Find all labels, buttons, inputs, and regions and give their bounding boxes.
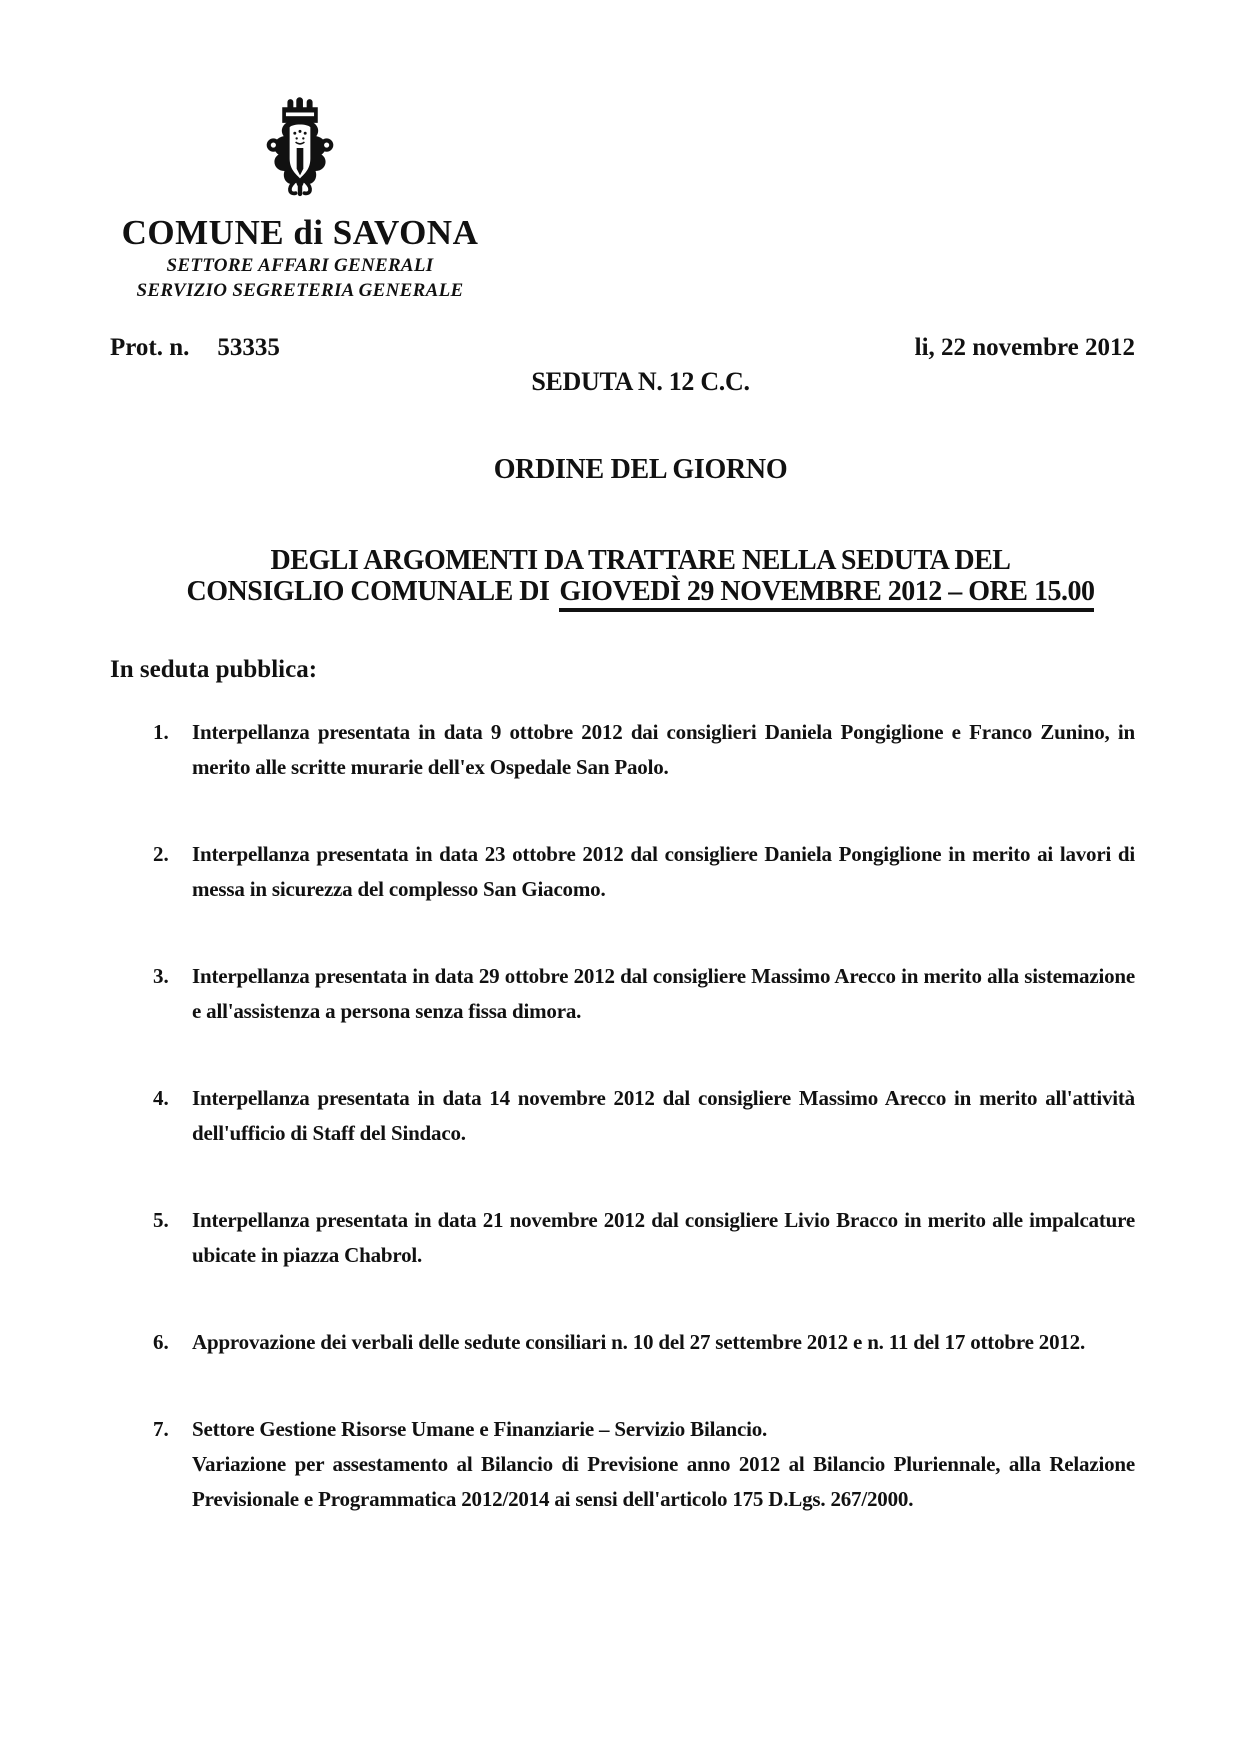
- agenda-item-4: [110, 1081, 1135, 1151]
- agenda-item-body: [192, 837, 1135, 907]
- agenda-item-1: [110, 715, 1135, 785]
- agenda-item-body: [192, 715, 1135, 785]
- agenda-item-body: [192, 1081, 1135, 1151]
- organization-service: SERVIZIO SEGRETERIA GENERALE: [136, 280, 464, 301]
- agenda-item-body: [192, 959, 1135, 1029]
- letterhead: [80, 96, 520, 303]
- agenda-item-5: [110, 1203, 1135, 1273]
- protocol-number-group: [110, 333, 280, 363]
- organization-sector: SETTORE AFFARI GENERALI: [166, 255, 434, 276]
- agenda-item-text: Interpellanza presentata in data 29 ottobre 2012 dal consigliere Massimo Arecco in merito alla sistemazione e all'assistenza a persona senza fissa dimora.: [192, 964, 1135, 1023]
- session-type-label: In seduta pubblica:: [110, 656, 318, 683]
- agenda-item-text: Settore Gestione Risorse Umane e Finanziarie – Servizio Bilancio.: [192, 1417, 768, 1441]
- agenda-item-body: [192, 1203, 1135, 1273]
- subtitle-line2-prefix: CONSIGLIO COMUNALE DI: [186, 576, 550, 607]
- savona-coat-of-arms-icon: [263, 96, 337, 200]
- page-title: ORDINE DEL GIORNO: [493, 454, 788, 485]
- agenda-item-2: [110, 837, 1135, 907]
- subtitle: [128, 545, 1153, 607]
- agenda-item-text: Interpellanza presentata in data 9 ottobre 2012 dai consiglieri Daniela Pongiglione e Franco Zunino, in merito alle scritte murarie dell'ex Ospedale San Paolo.: [192, 720, 1135, 779]
- agenda-item-number: 1.: [153, 720, 169, 744]
- organization-name: COMUNE di SAVONA: [121, 213, 479, 252]
- session-number: SEDUTA N. 12 C.C.: [531, 367, 750, 396]
- protocol-number: 53335: [217, 334, 280, 361]
- agenda-item-text: Interpellanza presentata in data 14 novembre 2012 dal consigliere Massimo Arecco in merito all'attività dell'ufficio di Staff del Sindaco.: [192, 1086, 1135, 1145]
- agenda-item-number: 5.: [153, 1208, 169, 1232]
- agenda-item-number: 2.: [153, 842, 169, 866]
- agenda-item-text: Interpellanza presentata in data 23 ottobre 2012 dal consigliere Daniela Pongiglione in merito ai lavori di messa in sicurezza del complesso San Giacomo.: [192, 842, 1135, 901]
- agenda-item-number: 3.: [153, 964, 169, 988]
- session-datetime: GIOVEDÌ 29 NOVEMBRE 2012 – ORE 15.00: [559, 576, 1094, 612]
- agenda-item-text: Interpellanza presentata in data 21 novembre 2012 dal consigliere Livio Bracco in merito alle impalcature ubicate in piazza Chabrol.: [192, 1208, 1135, 1267]
- protocol-row: [110, 333, 1135, 363]
- document-date: li, 22 novembre 2012: [914, 334, 1135, 361]
- protocol-label: Prot. n.: [110, 334, 190, 361]
- agenda-item-number: 4.: [153, 1086, 169, 1110]
- agenda-item-text-continued: Variazione per assestamento al Bilancio di Previsione anno 2012 al Bilancio Pluriennale, alla Relazione Previsionale e Programmatica 2012/2014 ai sensi dell'articolo 175 D.Lgs. 267/2000.: [192, 1452, 1135, 1511]
- agenda-item-3: [110, 959, 1135, 1029]
- agenda-item-text: Approvazione dei verbali delle sedute consiliari n. 10 del 27 settembre 2012 e n. 11 del 17 ottobre 2012.: [192, 1330, 1086, 1354]
- agenda-item-7: [110, 1412, 1135, 1517]
- agenda-list: [110, 715, 1135, 1517]
- agenda-item-body: [192, 1325, 1135, 1360]
- agenda-item-body: [192, 1412, 1135, 1517]
- subtitle-line2: [128, 576, 1153, 607]
- agenda-item-6: [110, 1325, 1135, 1360]
- agenda-item-number: 7.: [153, 1417, 169, 1441]
- subtitle-line1: DEGLI ARGOMENTI DA TRATTARE NELLA SEDUTA DEL: [270, 545, 1011, 576]
- agenda-item-number: 6.: [153, 1330, 169, 1354]
